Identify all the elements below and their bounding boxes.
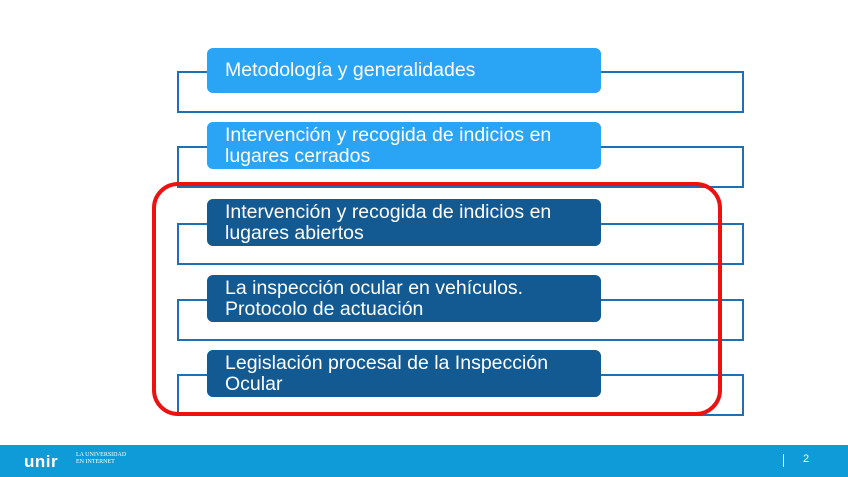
list-item-2[interactable] [207,122,601,169]
list-item-1-label: Metodología y generalidades [225,59,476,81]
list-item-5-label: Legislación procesal de la Inspección Ocular [225,351,549,395]
tagline-line-2: EN INTERNET [76,459,115,465]
list-item-3-label: Intervención y recogida de indicios en lugares abiertos [225,200,552,244]
list-item-4-label: La inspección ocular en vehículos. Protocolo de actuación [225,276,524,320]
list-item-1[interactable] [207,48,601,93]
highlight-annotation [152,182,722,416]
list-item-2-label: Intervención y recogida de indicios en lugares cerrados [225,123,552,167]
tagline-line-1: LA UNIVERSIDAD [76,452,127,458]
footer-separator [783,454,784,467]
logo-tagline [76,452,126,466]
page-number: 2 [803,453,810,465]
footer-bar [0,445,848,477]
unir-logo: unir [24,452,59,471]
